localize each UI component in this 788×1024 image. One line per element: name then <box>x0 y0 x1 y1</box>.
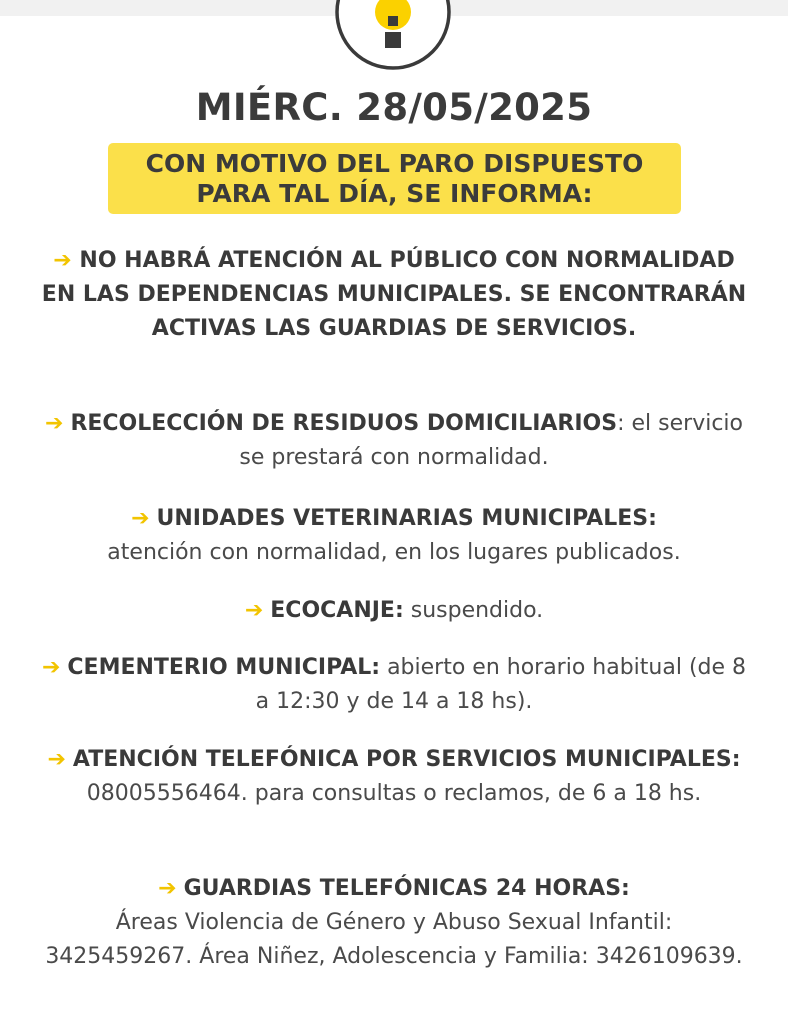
notice-description: Áreas Violencia de Género y Abuso Sexual Infantil: 3425459267. Área Niñez, Adolescencia y Familia: 3426109639. <box>45 910 743 969</box>
notice-item-cemetery <box>40 651 748 719</box>
notice-description: atención con normalidad, en los lugares publicados. <box>107 540 681 565</box>
notice-description: 08005556464. para consultas o reclamos, de 6 a 18 hs. <box>86 781 702 806</box>
notice-description: suspendido. <box>410 598 544 623</box>
notice-description: abierto en horario habitual (de 8 a 12:30 y de 14 a 18 hs). <box>255 655 747 714</box>
notice-item-public-attention <box>40 244 748 346</box>
notice-title: ECOCANJE: <box>270 598 404 623</box>
date-title: MIÉRC. 28/05/2025 <box>195 86 593 129</box>
announcement-banner <box>108 143 681 214</box>
notice-item-ecocanje <box>40 594 748 628</box>
notice-title: UNIDADES VETERINARIAS MUNICIPALES: <box>156 506 657 531</box>
arrow-right-icon: ➔ <box>41 655 61 680</box>
announcement-text: CON MOTIVO DEL PARO DISPUESTO PARA TAL DÍA, SE INFORMA: <box>145 148 644 208</box>
notice-item-veterinary-units <box>40 502 748 570</box>
arrow-right-icon: ➔ <box>158 876 177 901</box>
exclamation-icon <box>333 0 453 72</box>
notice-item-24h-guards <box>40 872 748 974</box>
notice-title: ATENCIÓN TELEFÓNICA POR SERVICIOS MUNICIPALES: <box>72 747 741 772</box>
notice-title: GUARDIAS TELEFÓNICAS 24 HORAS: <box>183 876 630 901</box>
notice-description: : el servicio se prestará con normalidad. <box>239 411 743 470</box>
notice-item-phone-attention <box>40 743 748 811</box>
arrow-right-icon: ➔ <box>53 248 72 273</box>
arrow-right-icon: ➔ <box>131 506 150 531</box>
arrow-right-icon: ➔ <box>244 598 264 623</box>
arrow-right-icon: ➔ <box>45 411 64 436</box>
notice-title: RECOLECCIÓN DE RESIDUOS DOMICILIARIOS <box>70 411 618 436</box>
notice-title: NO HABRÁ ATENCIÓN AL PÚBLICO CON NORMALIDAD EN LAS DEPENDENCIAS MUNICIPALES. SE ENCONTRARÁN ACTIVAS LAS GUARDIAS DE SERVICIOS. <box>41 248 747 341</box>
notice-item-waste-collection <box>40 407 748 475</box>
notice-title: CEMENTERIO MUNICIPAL: <box>67 655 381 680</box>
arrow-right-icon: ➔ <box>47 747 66 772</box>
